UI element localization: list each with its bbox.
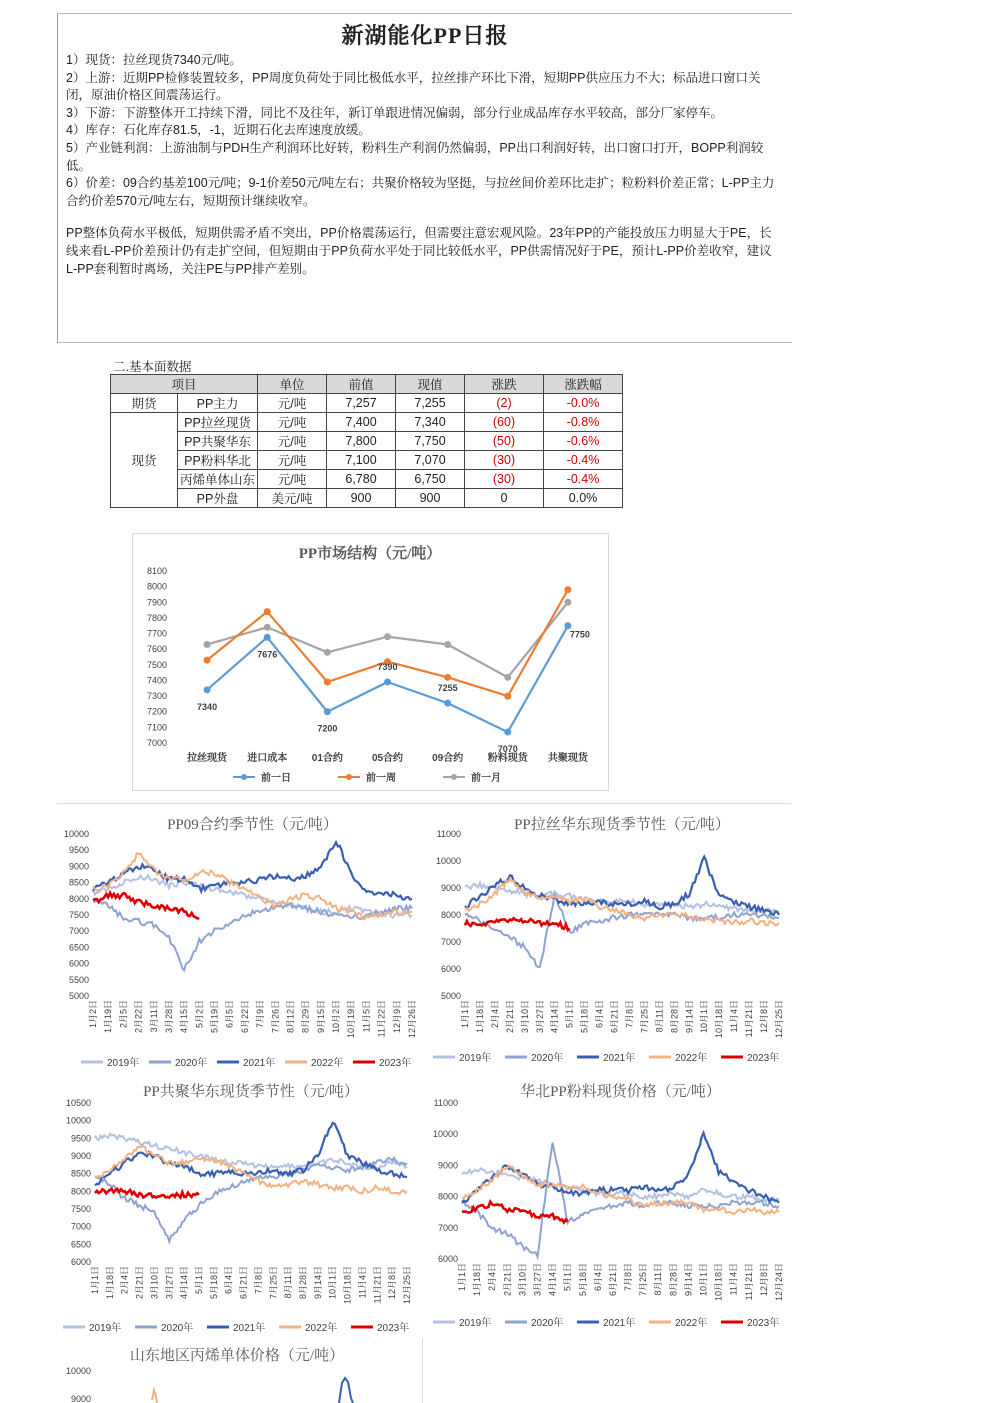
cell-chg: (2) [465, 394, 544, 413]
x-tick-label: 3月10日 [517, 1263, 528, 1297]
y-tick-label: 10000 [63, 829, 89, 839]
x-tick-label: 6月21日 [609, 1000, 620, 1034]
cell-pct: -0.6% [544, 432, 623, 451]
legend-label: 2021年 [233, 1323, 266, 1334]
series-line-2023年 [95, 1189, 199, 1198]
x-tick-label: 10月18日 [714, 1000, 725, 1039]
report-line-inventory: 4）库存：石化库存81.5，-1，近期石化去库速度放缓。 [66, 123, 371, 138]
cell-unit: 元/吨 [258, 451, 327, 470]
y-tick-label: 5000 [440, 991, 461, 1001]
y-tick-label: 7000 [70, 1221, 91, 1232]
cell-item: PP主力 [178, 394, 258, 413]
cell-pct: -0.0% [544, 394, 623, 413]
x-tick-label: 7月8日 [624, 1000, 635, 1029]
y-tick-label: 7800 [146, 612, 167, 623]
shandong-propylene-price-chart [57, 1338, 423, 1403]
y-tick-label: 10000 [65, 1366, 91, 1376]
cell-prev: 7,400 [327, 413, 396, 432]
x-tick-label: 10月1日 [327, 1266, 338, 1300]
x-tick-label: 11月5日 [361, 1000, 372, 1033]
y-tick-label: 8500 [70, 1168, 91, 1179]
x-tick-label: 3月27日 [534, 1000, 545, 1034]
x-tick-label: 8月28日 [668, 1263, 679, 1297]
x-tick-label: 2月4日 [487, 1263, 498, 1292]
x-tick-label: 2月21日 [502, 1263, 513, 1297]
x-tick-label: 09合约 [432, 753, 464, 764]
y-tick-label: 11000 [436, 829, 461, 839]
col-curr: 现值 [396, 375, 465, 394]
data-label: 7255 [437, 683, 458, 694]
market-structure-chart [132, 533, 609, 791]
x-tick-label: 6月4日 [592, 1263, 603, 1292]
x-tick-label: 1月18日 [104, 1266, 115, 1300]
cell-prev: 7,800 [327, 432, 396, 451]
cell-curr: 900 [396, 489, 465, 508]
x-tick-label: 5月1日 [564, 1000, 575, 1029]
x-tick-label: 12月9日 [391, 1000, 402, 1034]
x-tick-label: 05合约 [371, 753, 404, 764]
data-point [444, 674, 451, 681]
series-line-2020年 [95, 1158, 407, 1242]
data-point [504, 693, 511, 700]
chart-title: PP共聚华东现货季节性（元/吨） [143, 1084, 359, 1100]
series-line-fragment [152, 1390, 157, 1403]
data-point [384, 679, 391, 686]
legend-label: 2020年 [161, 1323, 194, 1334]
legend-label: 2022年 [305, 1323, 338, 1334]
data-point [444, 641, 451, 648]
x-tick-label: 共聚现货 [547, 753, 588, 764]
data-point [564, 622, 571, 629]
x-tick-label: 4月14日 [549, 1000, 560, 1034]
y-tick-label: 10000 [435, 856, 461, 866]
chart-title: PP市场结构（元/吨） [298, 546, 442, 562]
report-title: 新湖能化PP日报 [341, 23, 509, 48]
legend-label: 2021年 [243, 1058, 276, 1069]
x-tick-label: 11月21日 [372, 1266, 383, 1304]
series-line-2023年 [465, 918, 570, 930]
x-tick-label: 2月21日 [134, 1266, 145, 1300]
legend-marker [346, 774, 352, 780]
chart-title: 华北PP粉料现货价格（元/吨） [520, 1084, 721, 1100]
x-tick-label: 2月21日 [504, 1000, 515, 1034]
pp-copolymer-east-seasonality-chart [57, 1073, 422, 1335]
cell-unit: 元/吨 [258, 413, 327, 432]
cell-pct: -0.4% [544, 451, 623, 470]
y-tick-label: 7500 [70, 1204, 91, 1214]
legend-label: 2023年 [747, 1318, 780, 1329]
x-tick-label: 7月25日 [639, 1000, 650, 1034]
legend-label: 2022年 [675, 1053, 708, 1064]
group-label: 期货 [111, 394, 178, 413]
y-tick-label: 6500 [68, 942, 89, 953]
y-tick-label: 8000 [440, 910, 461, 920]
report-line-spread: 6）价差：09合约基差100元/吨；9-1价差50元/吨左右；共聚价格较为坚挺，与拉丝间价差环比走扩；粒粉料价差正常；L-PP主力合约价差570元/吨左右，短期预计继续收窄。 [66, 176, 775, 208]
x-tick-label: 10月1日 [698, 1263, 709, 1297]
y-tick-label: 7600 [146, 644, 167, 655]
data-point [504, 674, 511, 681]
x-tick-label: 5月19日 [209, 1000, 220, 1034]
series-line-2020年 [462, 1143, 779, 1257]
cell-chg: (60) [465, 413, 544, 432]
legend-label: 前一日 [261, 773, 291, 784]
y-tick-label: 8000 [70, 1186, 91, 1197]
table-row [111, 489, 623, 508]
data-point [444, 700, 451, 707]
group-label: 现货 [111, 413, 178, 508]
data-point [264, 608, 271, 615]
data-label: 7340 [197, 701, 218, 712]
legend-label: 前一月 [471, 773, 501, 784]
y-tick-label: 7000 [437, 1222, 458, 1233]
x-tick-label: 3月10日 [149, 1266, 160, 1300]
y-tick-label: 8500 [68, 877, 89, 888]
section-title: 二.基本面数据 [113, 360, 192, 374]
data-point [264, 624, 271, 631]
legend-label: 前一周 [366, 773, 396, 784]
cell-item: PP共聚华东 [178, 432, 258, 451]
series-line-2021年 [462, 1133, 779, 1203]
y-tick-label: 5500 [68, 974, 89, 985]
y-tick-label: 10000 [65, 1115, 91, 1126]
col-pct: 涨跌幅 [544, 375, 623, 394]
cell-chg: 0 [465, 489, 544, 508]
x-tick-label: 9月14日 [683, 1263, 694, 1297]
legend-label: 2020年 [531, 1318, 564, 1329]
col-prev: 前值 [327, 375, 396, 394]
x-tick-label: 1月1日 [457, 1263, 467, 1292]
report-line-profit: 5）产业链利润：上游油制与PDH生产利润环比好转，粉料生产利润仍然偏弱，PP出口利润好转，出口窗口打开，BOPP利润较低。 [66, 140, 764, 173]
cell-pct: 0.0% [544, 489, 623, 508]
y-tick-label: 8000 [437, 1191, 458, 1202]
data-label: 7676 [257, 649, 278, 660]
y-tick-label: 9000 [70, 1394, 91, 1403]
x-tick-label: 8月11日 [653, 1263, 664, 1296]
x-tick-label: 11月4日 [357, 1266, 368, 1299]
x-tick-label: 01合约 [311, 753, 343, 764]
y-tick-label: 10500 [65, 1098, 91, 1108]
x-tick-label: 7月8日 [253, 1266, 264, 1295]
cell-item: 丙烯单体山东 [178, 470, 258, 489]
north-pp-powder-price-chart [427, 1073, 792, 1335]
y-tick-label: 7400 [146, 675, 167, 686]
x-tick-label: 5月18日 [579, 1000, 590, 1034]
cell-item: PP粉料华北 [178, 451, 258, 470]
y-tick-label: 9000 [440, 883, 461, 893]
cell-pct: -0.4% [544, 470, 623, 489]
x-tick-label: 2月22日 [133, 1000, 144, 1034]
y-tick-label: 7000 [440, 937, 461, 947]
cell-curr: 7,070 [396, 451, 465, 470]
x-tick-label: 11月21日 [744, 1000, 755, 1038]
x-tick-label: 2月5日 [118, 1000, 129, 1029]
x-tick-label: 5月1日 [562, 1263, 573, 1292]
x-tick-label: 3月27日 [164, 1266, 175, 1300]
x-tick-label: 1月2日 [88, 1000, 98, 1029]
series-line-2021年 [465, 857, 779, 915]
table-header-row [111, 375, 623, 394]
y-tick-label: 8000 [146, 581, 167, 592]
series-line-2019年 [465, 883, 779, 913]
report-line-spot: 1）现货：拉丝现货7340元/吨。 [66, 53, 242, 67]
legend-label: 2022年 [311, 1058, 344, 1069]
table-row [111, 394, 623, 413]
x-tick-label: 5月2日 [194, 1000, 205, 1029]
x-tick-label: 12月8日 [387, 1266, 398, 1300]
cell-item: PP拉丝现货 [178, 413, 258, 432]
x-tick-label: 4月14日 [179, 1266, 190, 1300]
col-chg: 涨跌 [465, 375, 544, 394]
chart-title: PP拉丝华东现货季节性（元/吨） [514, 817, 730, 833]
cell-unit: 元/吨 [258, 394, 327, 413]
x-tick-label: 5月18日 [208, 1266, 219, 1300]
x-tick-label: 1月18日 [474, 1000, 485, 1034]
y-tick-label: 7000 [68, 926, 89, 937]
x-tick-label: 6月22日 [239, 1000, 250, 1034]
y-tick-label: 6500 [70, 1239, 91, 1250]
x-tick-label: 拉丝现货 [187, 753, 228, 764]
cell-pct: -0.8% [544, 413, 623, 432]
report-panel [57, 13, 792, 343]
table-row [111, 413, 623, 432]
x-tick-label: 10月19日 [346, 1000, 357, 1039]
y-tick-label: 7200 [146, 706, 167, 717]
y-tick-label: 7000 [146, 738, 167, 748]
legend-marker [241, 774, 247, 780]
x-tick-label: 6月21日 [238, 1266, 249, 1300]
table-row [111, 451, 623, 470]
x-tick-label: 10月18日 [713, 1263, 724, 1302]
x-tick-label: 1月1日 [460, 1000, 470, 1029]
legend-label: 2022年 [675, 1318, 708, 1329]
data-label: 7070 [497, 744, 518, 755]
cell-prev: 7,257 [327, 394, 396, 413]
x-tick-label: 12月25日 [402, 1266, 412, 1305]
y-tick-label: 6000 [68, 958, 89, 969]
x-tick-label: 11月22日 [376, 1000, 387, 1038]
x-tick-label: 12月8日 [759, 1000, 770, 1034]
x-tick-label: 9月15日 [315, 1000, 326, 1034]
cell-curr: 7,750 [396, 432, 465, 451]
report-line-upstream: 2）上游：近期PP检修装置较多，PP周度负荷处于同比极低水平，拉丝排产环比下滑，短期PP供应压力不大；标品进口窗口关闭，原油价格区间震荡运行。 [66, 70, 761, 103]
x-tick-label: 8月29日 [300, 1000, 311, 1034]
x-tick-label: 3月11日 [148, 1000, 159, 1033]
chart-title: PP09合约季节性（元/吨） [167, 817, 338, 833]
x-tick-label: 6月4日 [594, 1000, 605, 1029]
x-tick-label: 6月4日 [223, 1266, 234, 1295]
data-label: 7390 [377, 662, 398, 673]
legend-label: 2023年 [379, 1058, 412, 1069]
x-tick-label: 8月11日 [654, 1000, 665, 1033]
x-tick-label: 7月26日 [270, 1000, 281, 1034]
cell-chg: (30) [465, 470, 544, 489]
x-tick-label: 5月1日 [194, 1266, 204, 1295]
cell-unit: 元/吨 [258, 470, 327, 489]
data-point [564, 586, 571, 593]
legend-label: 2021年 [603, 1318, 636, 1329]
x-tick-label: 10月2日 [331, 1000, 342, 1034]
legend-label: 2019年 [107, 1058, 140, 1069]
x-tick-label: 11月4日 [729, 1000, 740, 1033]
x-tick-label: 7月25日 [638, 1263, 649, 1297]
y-tick-label: 9000 [70, 1151, 91, 1161]
x-tick-label: 10月1日 [699, 1000, 710, 1034]
y-tick-label: 9500 [70, 1133, 91, 1144]
x-tick-label: 12月8日 [758, 1263, 769, 1297]
cell-prev: 6,780 [327, 470, 396, 489]
data-point [384, 633, 391, 640]
x-tick-label: 4月15日 [179, 1000, 190, 1034]
x-tick-label: 7月8日 [623, 1263, 634, 1292]
table-row [111, 432, 623, 451]
y-tick-label: 9500 [68, 845, 89, 856]
data-point [264, 634, 271, 641]
x-tick-label: 3月27日 [532, 1263, 543, 1297]
x-tick-label: 10月18日 [342, 1266, 353, 1305]
table-row [111, 470, 623, 489]
y-tick-label: 6000 [440, 964, 461, 974]
report-body [66, 52, 782, 278]
y-tick-label: 7500 [146, 659, 167, 670]
x-tick-label: 5月18日 [577, 1263, 588, 1297]
data-point [204, 657, 211, 664]
legend-label: 2020年 [531, 1053, 564, 1064]
cell-chg: (50) [465, 432, 544, 451]
y-tick-label: 9000 [68, 861, 89, 872]
legend-label: 2021年 [603, 1053, 636, 1064]
legend-label: 2019年 [89, 1323, 122, 1334]
x-tick-label: 1月18日 [472, 1263, 483, 1297]
x-tick-label: 12月25日 [774, 1000, 784, 1039]
cell-item: PP外盘 [178, 489, 258, 508]
y-tick-label: 8100 [146, 566, 167, 576]
y-tick-label: 7700 [146, 628, 167, 639]
x-tick-label: 8月11日 [283, 1266, 294, 1299]
series-line-2023年 [93, 893, 199, 919]
x-tick-label: 9月14日 [312, 1266, 323, 1300]
data-point [204, 641, 211, 648]
x-tick-label: 2月4日 [489, 1000, 500, 1029]
y-tick-label: 5000 [68, 991, 89, 1001]
x-tick-label: 1月1日 [90, 1266, 100, 1295]
y-tick-label: 7300 [146, 691, 167, 702]
legend-label: 2019年 [459, 1053, 492, 1064]
x-tick-label: 3月10日 [519, 1000, 530, 1034]
data-point [324, 679, 331, 686]
x-tick-label: 7月25日 [268, 1266, 279, 1300]
legend-label: 2023年 [747, 1053, 780, 1064]
legend-label: 2019年 [459, 1318, 492, 1329]
chart-title: 山东地区丙烯单体价格（元/吨） [129, 1348, 345, 1364]
x-tick-label: 进口成本 [247, 753, 288, 764]
col-unit: 单位 [258, 375, 327, 394]
data-label: 7200 [317, 723, 338, 734]
y-tick-label: 6000 [437, 1254, 458, 1264]
y-tick-label: 7500 [68, 910, 89, 920]
data-point [504, 729, 511, 736]
y-tick-label: 6000 [70, 1257, 91, 1267]
y-tick-label: 7100 [146, 722, 167, 733]
x-tick-label: 11月21日 [743, 1263, 754, 1301]
pp09-seasonality-chart [57, 806, 422, 1071]
series-line-2021年 [93, 842, 412, 899]
cell-chg: (30) [465, 451, 544, 470]
x-tick-label: 1月19日 [103, 1000, 114, 1034]
x-tick-label: 7月9日 [255, 1000, 266, 1029]
y-tick-label: 7900 [146, 597, 167, 608]
x-tick-label: 12月24日 [774, 1263, 784, 1302]
x-tick-label: 粉料现货 [487, 753, 528, 764]
report-line-downstream: 3）下游：下游整体开工持续下滑，同比不及往年，新订单跟进情况偏弱，部分行业成品库存水平较高，部分厂家停车。 [66, 105, 723, 120]
x-tick-label: 11月4日 [728, 1263, 739, 1296]
data-point [564, 599, 571, 606]
cell-prev: 7,100 [327, 451, 396, 470]
cell-prev: 900 [327, 489, 396, 508]
x-tick-label: 2月4日 [119, 1266, 130, 1295]
data-point [324, 649, 331, 656]
x-tick-label: 8月28日 [669, 1000, 680, 1034]
cell-curr: 6,750 [396, 470, 465, 489]
y-tick-label: 10000 [432, 1129, 458, 1140]
x-tick-label: 6月5日 [224, 1000, 235, 1029]
data-label: 7750 [569, 629, 590, 640]
legend-label: 2020年 [175, 1058, 208, 1069]
series-line-2020年 [465, 894, 779, 967]
legend-marker [451, 774, 457, 780]
y-tick-label: 11000 [433, 1098, 458, 1108]
x-tick-label: 8月28日 [298, 1266, 308, 1300]
y-tick-label: 8000 [68, 893, 89, 904]
x-tick-label: 3月28日 [163, 1000, 174, 1034]
data-point [324, 708, 331, 715]
report-summary: PP整体负荷水平极低，短期供需矛盾不突出，PP价格震荡运行，但需要注意宏观风险。23年PP的产能投放压力明显大于PE，长线来看L-PP价差预计仍有走扩空间，但短期由于PP负荷水平处于同比较低水平，PP供需情况好于PE，预计L-PP价差收窄，建议L-PP套利暂时离场，关注PE与PP排产差别。 [66, 226, 772, 276]
x-tick-label: 4月14日 [547, 1263, 558, 1297]
cell-unit: 元/吨 [258, 432, 327, 451]
cell-curr: 7,255 [396, 394, 465, 413]
cell-curr: 7,340 [396, 413, 465, 432]
legend-label: 2023年 [377, 1323, 410, 1334]
x-tick-label: 6月21日 [607, 1263, 618, 1297]
col-item: 项目 [111, 375, 258, 394]
series-line-fragment [339, 1378, 353, 1403]
x-tick-label: 9月14日 [684, 1000, 695, 1034]
x-tick-label: 12月26日 [407, 1000, 417, 1039]
pp-drawn-east-seasonality-chart [427, 806, 792, 1068]
fundamentals-table [110, 374, 623, 508]
cell-unit: 美元/吨 [258, 489, 327, 508]
x-tick-label: 8月12日 [285, 1000, 296, 1034]
y-tick-label: 9000 [437, 1160, 458, 1171]
data-point [204, 686, 211, 693]
